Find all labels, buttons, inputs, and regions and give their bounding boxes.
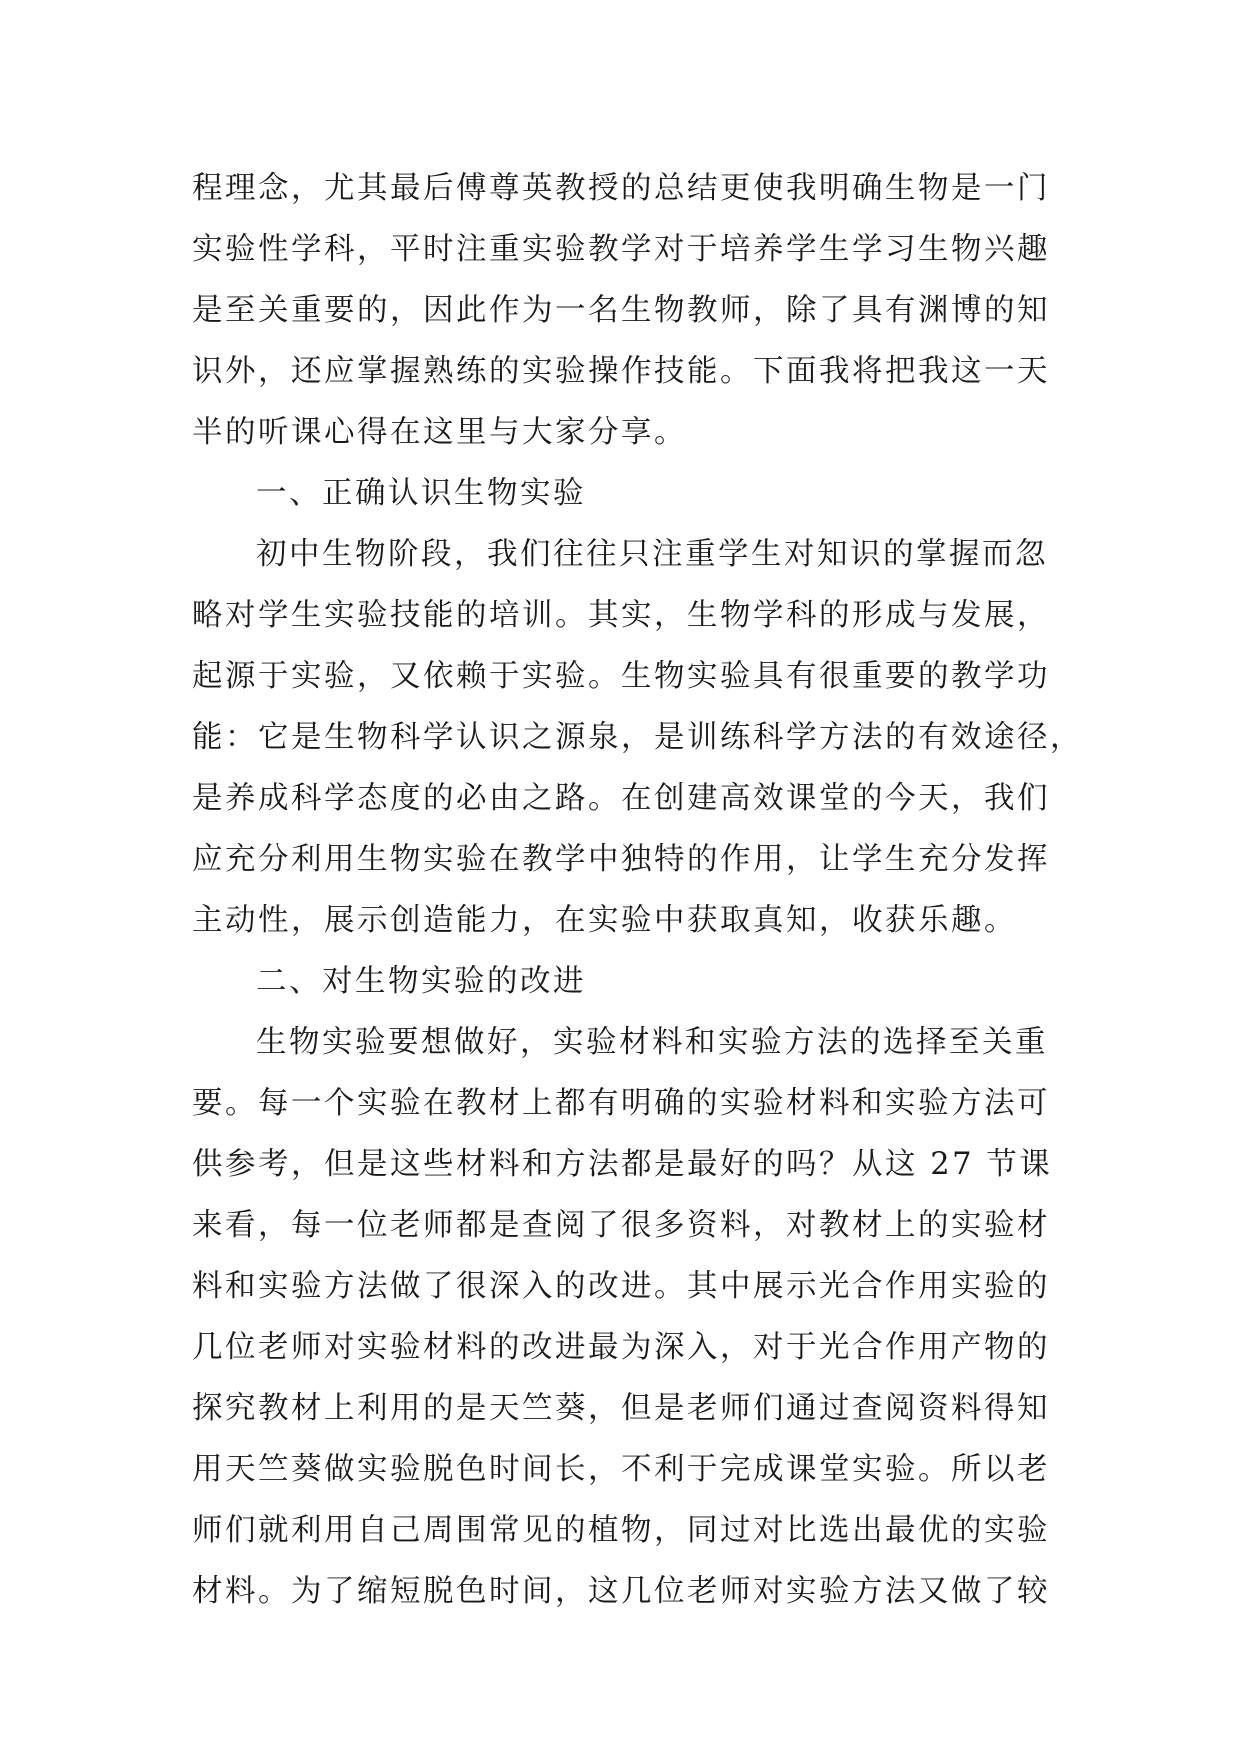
section-heading: 二、对生物实验的改进 (256, 964, 586, 999)
text-line: 是至关重要的，因此作为一名生物教师，除了具有渊博的知 (192, 293, 1050, 328)
text-line: 要。每一个实验在教材上都有明确的实验材料和实验方法可 (192, 1086, 1050, 1121)
text-line: 来看，每一位老师都是查阅了很多资料，对教材上的实验材 (192, 1208, 1050, 1243)
text-line: 应充分利用生物实验在教学中独特的作用，让学生充分发挥 (192, 842, 1050, 877)
text-line: 能：它是生物科学认识之源泉，是训练科学方法的有效途径， (192, 720, 1083, 755)
text-line: 半的听课心得在这里与大家分享。 (192, 415, 687, 450)
text-line: 料和实验方法做了很深入的改进。其中展示光合作用实验的 (192, 1269, 1050, 1304)
text-line: 师们就利用自己周围常见的植物，同过对比选出最优的实验 (192, 1513, 1050, 1548)
text-line: 用天竺葵做实验脱色时间长，不利于完成课堂实验。所以老 (192, 1452, 1050, 1487)
text-line: 略对学生实验技能的培训。其实，生物学科的形成与发展， (192, 598, 1050, 633)
text-line: 实验性学科，平时注重实验教学对于培养学生学习生物兴趣 (192, 232, 1050, 267)
paragraph-start-line: 生物实验要想做好，实验材料和实验方法的选择至关重 (256, 1025, 1048, 1060)
text-line: 程理念，尤其最后傅尊英教授的总结更使我明确生物是一门 (192, 171, 1050, 206)
text-line: 起源于实验，又依赖于实验。生物实验具有很重要的教学功 (192, 659, 1050, 694)
text-line: 几位老师对实验材料的改进最为深入，对于光合作用产物的 (192, 1330, 1050, 1365)
text-line: 主动性，展示创造能力，在实验中获取真知，收获乐趣。 (192, 903, 1017, 938)
text-line: 识外，还应掌握熟练的实验操作技能。下面我将把我这一天 (192, 354, 1050, 389)
section-heading: 一、正确认识生物实验 (256, 476, 586, 511)
text-line: 供参考，但是这些材料和方法都是最好的吗？从这 27 节课 (192, 1147, 1053, 1182)
text-line: 是养成科学态度的必由之路。在创建高效课堂的今天，我们 (192, 781, 1050, 816)
text-line: 探究教材上利用的是天竺葵，但是老师们通过查阅资料得知 (192, 1391, 1050, 1426)
paragraph-start-line: 初中生物阶段，我们往往只注重学生对知识的掌握而忽 (256, 537, 1048, 572)
text-line: 材料。为了缩短脱色时间，这几位老师对实验方法又做了较 (192, 1574, 1050, 1609)
body-text (192, 158, 1083, 1622)
